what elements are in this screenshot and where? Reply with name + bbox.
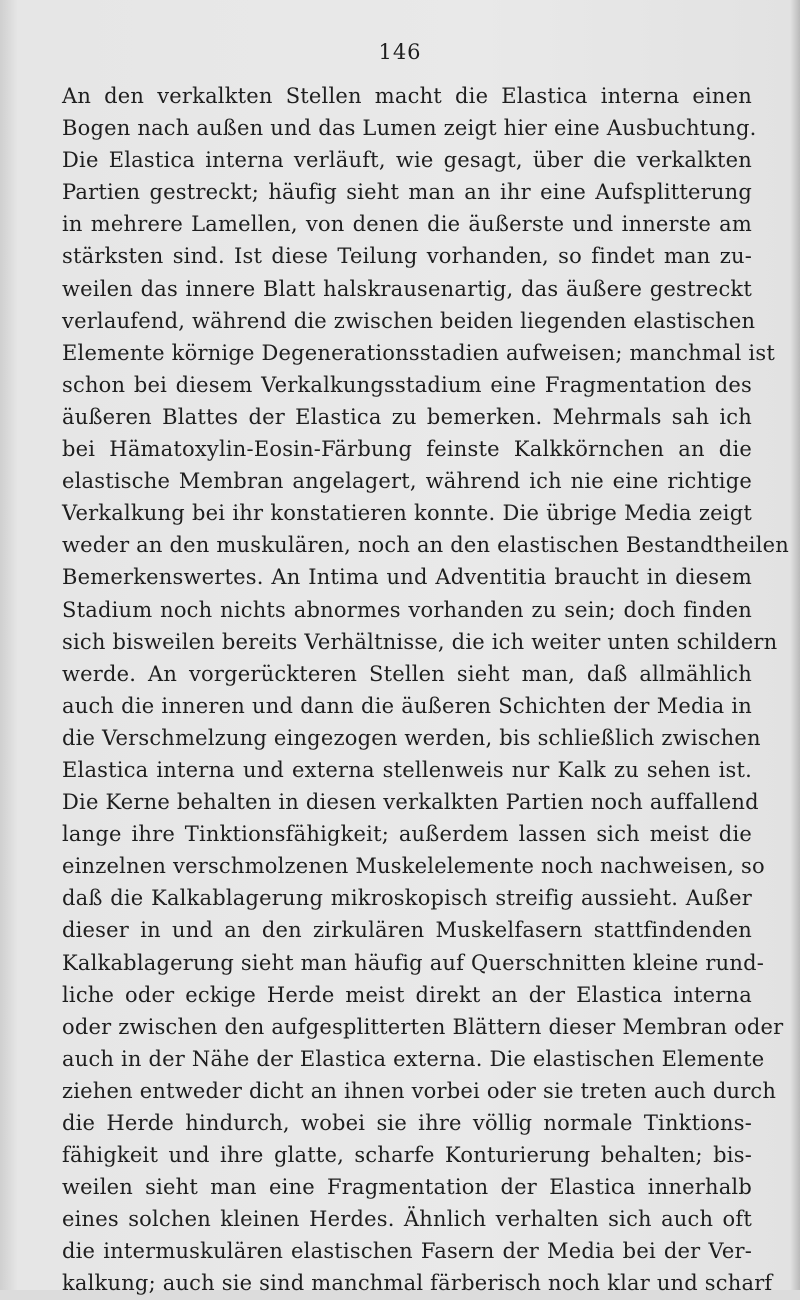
text-line: die Verschmelzung eingezogen werden, bis schließlich zwischen <box>62 725 761 750</box>
text-line: Die Kerne behalten in diesen verkalkten Partien noch auffallend <box>62 790 759 815</box>
text-line: einzelnen verschmolzenen Muskelelemente noch nachweisen, so <box>62 854 765 879</box>
text-line: schon bei diesem Verkalkungsstadium eine Fragmentation des <box>62 372 752 397</box>
text-line: eines solchen kleinen Herdes. Ähnlich verhalten sich auch oft <box>62 1207 752 1232</box>
text-line: weilen sieht man eine Fragmentation der Elastica innerhalb <box>62 1175 752 1200</box>
page-number: 146 <box>378 40 422 64</box>
text-line: weder an den muskulären, noch an den elastischen Bestandtheilen <box>62 533 789 558</box>
text-line: fähigkeit und ihre glatte, scharfe Konturierung behalten; bis- <box>62 1143 752 1168</box>
text-line: elastische Membran angelagert, während ich nie eine richtige <box>62 469 752 494</box>
text-line: stärksten sind. Ist diese Teilung vorhanden, so findet man zu- <box>62 244 752 269</box>
text-line: Partien gestreckt; häufig sieht man an ihr eine Aufsplitterung <box>62 180 752 205</box>
text-line: Bemerkenswertes. An Intima und Adventitia braucht in diesem <box>62 565 752 590</box>
text-line: kalkung; auch sie sind manchmal färberisch noch klar und scharf <box>62 1271 773 1296</box>
body-text <box>62 80 789 1300</box>
text-line: auch die inneren und dann die äußeren Schichten der Media in <box>62 693 752 718</box>
text-line: An den verkalkten Stellen macht die Elastica interna einen <box>62 84 752 108</box>
text-line: sich bisweilen bereits Verhältnisse, die ich weiter unten schildern <box>62 629 778 654</box>
text-line: äußeren Blattes der Elastica zu bemerken. Mehrmals sah ich <box>62 404 752 429</box>
text-line: liche oder eckige Herde meist direkt an der Elastica interna <box>62 982 752 1007</box>
text-line: daß die Kalkablagerung mikroskopisch streifig aussieht. Außer <box>62 886 752 911</box>
text-line: verlaufend, während die zwischen beiden liegenden elastischen <box>62 308 756 333</box>
text-line: in mehrere Lamellen, von denen die äußerste und innerste am <box>62 212 752 237</box>
text-line: weilen das innere Blatt halskrausenartig, das äußere gestreckt <box>62 276 752 301</box>
text-line: werde. An vorgerückteren Stellen sieht man, daß allmählich <box>62 661 752 686</box>
text-line: bei Hämatoxylin-Eosin-Färbung feinste Kalkkörnchen an die <box>62 437 752 462</box>
text-line: Kalkablagerung sieht man häufig auf Querschnitten kleine rund- <box>62 950 765 975</box>
text-line: Stadium noch nichts abnormes vorhanden zu sein; doch finden <box>62 597 752 622</box>
text-line: lange ihre Tinktionsfähigkeit; außerdem lassen sich meist die <box>62 822 752 847</box>
text-line: Die Elastica interna verläuft, wie gesagt, über die verkalkten <box>62 148 752 173</box>
text-line: die Herde hindurch, wobei sie ihre völlig normale Tinktions- <box>62 1111 752 1135</box>
text-line: Verkalkung bei ihr konstatieren konnte. Die übrige Media zeigt <box>62 501 752 526</box>
text-line: Elemente körnige Degenerationsstadien aufweisen; manchmal ist <box>62 340 775 365</box>
text-line: oder zwischen den aufgesplitterten Blättern dieser Membran oder <box>62 1014 784 1039</box>
text-line: ziehen entweder dicht an ihnen vorbei oder sie treten auch durch <box>62 1078 777 1103</box>
text-line: dieser in und an den zirkulären Muskelfasern stattfindenden <box>62 918 752 943</box>
text-line: Bogen nach außen und das Lumen zeigt hier eine Ausbuchtung. <box>62 116 757 141</box>
text-line: Elastica interna und externa stellenweis nur Kalk zu sehen ist. <box>62 757 752 782</box>
text-line: die intermuskulären elastischen Fasern der Media bei der Ver- <box>62 1239 752 1264</box>
page-edge-shadow <box>790 0 800 1290</box>
text-line: auch in der Nähe der Elastica externa. Die elastischen Elemente <box>62 1046 765 1071</box>
